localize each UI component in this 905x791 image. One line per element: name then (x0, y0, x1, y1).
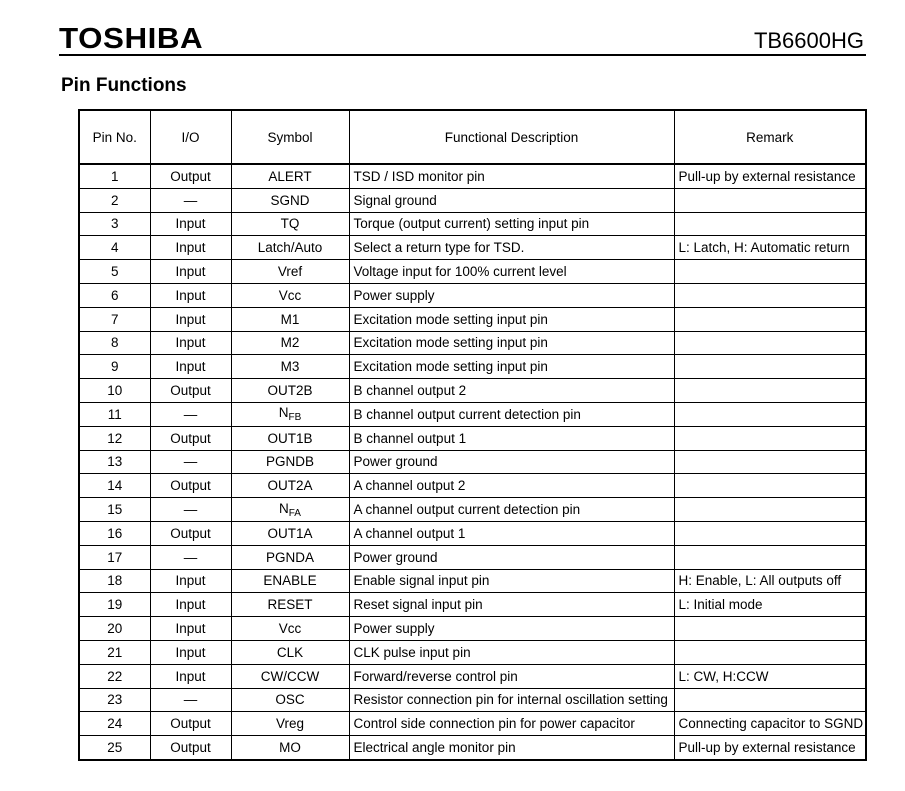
symbol-cell (231, 640, 349, 664)
remark-cell: L: Latch, H: Automatic return (674, 236, 866, 260)
table-row (79, 307, 866, 331)
pin-number-cell: 10 (79, 379, 150, 403)
col-header-description: Functional Description (349, 110, 674, 164)
remark-cell (674, 640, 866, 664)
table-row (79, 664, 866, 688)
io-cell: Input (150, 569, 231, 593)
symbol-text: OUT1A (267, 525, 313, 541)
io-cell: Input (150, 260, 231, 284)
symbol-cell (231, 521, 349, 545)
symbol-text: OSC (275, 692, 305, 708)
io-cell: Input (150, 617, 231, 641)
remark-cell (674, 188, 866, 212)
table-body (79, 164, 866, 760)
pin-number-cell: 22 (79, 664, 150, 688)
table-row (79, 712, 866, 736)
table-row (79, 736, 866, 760)
symbol-cell (231, 236, 349, 260)
symbol-cell (231, 569, 349, 593)
symbol-cell (231, 664, 349, 688)
pin-number-cell: 15 (79, 498, 150, 522)
description-cell: Enable signal input pin (349, 569, 674, 593)
symbol-text: N (279, 500, 289, 516)
remark-cell (674, 402, 866, 426)
symbol-text: SGND (270, 192, 310, 208)
table-row (79, 450, 866, 474)
symbol-text: M1 (280, 311, 300, 327)
remark-cell (674, 521, 866, 545)
symbol-text: ALERT (268, 168, 312, 184)
description-cell: Power ground (349, 545, 674, 569)
table-row (79, 426, 866, 450)
description-cell: Control side connection pin for power capacitor (349, 712, 674, 736)
symbol-text: CLK (276, 644, 304, 660)
description-cell: Power supply (349, 283, 674, 307)
description-cell: Forward/reverse control pin (349, 664, 674, 688)
symbol-text: MO (279, 740, 301, 756)
symbol-cell (231, 355, 349, 379)
pin-functions-table (78, 109, 867, 761)
remark-cell (674, 474, 866, 498)
symbol-text: Vreg (275, 716, 304, 732)
symbol-text: N (278, 405, 289, 421)
symbol-text: ENABLE (263, 573, 317, 589)
symbol-cell (231, 617, 349, 641)
description-cell: Resistor connection pin for internal oscillation setting (349, 688, 674, 712)
io-cell: Input (150, 355, 231, 379)
description-cell: Electrical angle monitor pin (349, 736, 674, 760)
description-cell: A channel output 1 (349, 521, 674, 545)
io-cell: Output (150, 474, 231, 498)
io-cell: Output (150, 379, 231, 403)
symbol-text: OUT2A (267, 478, 313, 494)
header-divider (59, 54, 866, 56)
pin-number-cell: 7 (79, 307, 150, 331)
description-cell: CLK pulse input pin (349, 640, 674, 664)
symbol-text: CW/CCW (260, 668, 320, 684)
symbol-cell (231, 164, 349, 188)
remark-cell (674, 307, 866, 331)
symbol-text: PGNDA (265, 549, 314, 565)
table-header-row (79, 110, 866, 164)
symbol-cell (231, 307, 349, 331)
pin-number-cell: 8 (79, 331, 150, 355)
description-cell: Select a return type for TSD. (349, 236, 674, 260)
io-cell: Output (150, 426, 231, 450)
table-row (79, 164, 866, 188)
pin-number-cell: 21 (79, 640, 150, 664)
table-row (79, 379, 866, 403)
remark-cell: Connecting capacitor to SGND (674, 712, 866, 736)
pin-number-cell: 13 (79, 450, 150, 474)
description-cell: A channel output 2 (349, 474, 674, 498)
pin-number-cell: 12 (79, 426, 150, 450)
remark-cell (674, 355, 866, 379)
symbol-text: Latch/Auto (257, 240, 323, 256)
symbol-text: M3 (280, 359, 300, 375)
remark-cell (674, 688, 866, 712)
pin-number-cell: 20 (79, 617, 150, 641)
table-row (79, 355, 866, 379)
io-cell: Input (150, 664, 231, 688)
section-title: Pin Functions (61, 75, 187, 96)
io-cell: Output (150, 164, 231, 188)
table-row (79, 212, 866, 236)
pin-number-cell: 3 (79, 212, 150, 236)
remark-cell: L: Initial mode (674, 593, 866, 617)
table-row (79, 188, 866, 212)
symbol-text: OUT2B (267, 383, 313, 399)
remark-cell: Pull-up by external resistance (674, 736, 866, 760)
col-header-io: I/O (150, 110, 231, 164)
pin-number-cell: 19 (79, 593, 150, 617)
pin-number-cell: 5 (79, 260, 150, 284)
symbol-cell (231, 402, 349, 426)
symbol-text: Vcc (278, 621, 302, 637)
symbol-text: PGNDB (265, 454, 314, 470)
symbol-cell (231, 283, 349, 307)
io-cell: Input (150, 236, 231, 260)
col-header-pin: Pin No. (79, 110, 150, 164)
description-cell: TSD / ISD monitor pin (349, 164, 674, 188)
io-cell: Input (150, 283, 231, 307)
remark-cell (674, 498, 866, 522)
io-cell: Output (150, 712, 231, 736)
symbol-cell (231, 593, 349, 617)
table-row (79, 521, 866, 545)
symbol-cell (231, 188, 349, 212)
remark-cell (674, 617, 866, 641)
brand-logo: TOSHIBA (59, 23, 204, 55)
pin-number-cell: 25 (79, 736, 150, 760)
table-row (79, 617, 866, 641)
remark-cell (674, 379, 866, 403)
table-row (79, 331, 866, 355)
pin-number-cell: 17 (79, 545, 150, 569)
symbol-cell (231, 474, 349, 498)
symbol-text: RESET (267, 597, 313, 613)
remark-cell (674, 331, 866, 355)
symbol-subscript: FB (288, 412, 302, 424)
symbol-text: Vcc (278, 287, 302, 303)
remark-cell (674, 450, 866, 474)
io-cell: — (150, 498, 231, 522)
description-cell: Power supply (349, 617, 674, 641)
io-cell: Output (150, 736, 231, 760)
table-row (79, 474, 866, 498)
io-cell: — (150, 402, 231, 426)
symbol-cell (231, 712, 349, 736)
table-row (79, 260, 866, 284)
table-row (79, 402, 866, 426)
remark-cell (674, 212, 866, 236)
pin-number-cell: 9 (79, 355, 150, 379)
io-cell: — (150, 688, 231, 712)
description-cell: B channel output 1 (349, 426, 674, 450)
io-cell: — (150, 450, 231, 474)
pin-number-cell: 23 (79, 688, 150, 712)
symbol-cell (231, 498, 349, 522)
description-cell: Excitation mode setting input pin (349, 355, 674, 379)
remark-cell: H: Enable, L: All outputs off (674, 569, 866, 593)
pin-number-cell: 16 (79, 521, 150, 545)
table-row (79, 688, 866, 712)
description-cell: Torque (output current) setting input pin (349, 212, 674, 236)
table-row (79, 593, 866, 617)
symbol-cell (231, 331, 349, 355)
symbol-cell (231, 260, 349, 284)
table-row (79, 569, 866, 593)
pin-number-cell: 4 (79, 236, 150, 260)
io-cell: Input (150, 212, 231, 236)
pin-number-cell: 14 (79, 474, 150, 498)
symbol-text: Vref (277, 264, 303, 280)
description-cell: Signal ground (349, 188, 674, 212)
io-cell: Input (150, 331, 231, 355)
symbol-cell (231, 379, 349, 403)
io-cell: — (150, 545, 231, 569)
remark-cell (674, 545, 866, 569)
symbol-cell (231, 450, 349, 474)
pin-number-cell: 11 (79, 402, 150, 426)
col-header-symbol: Symbol (231, 110, 349, 164)
part-number: TB6600HG (753, 28, 864, 53)
pin-number-cell: 18 (79, 569, 150, 593)
description-cell: B channel output 2 (349, 379, 674, 403)
symbol-cell (231, 688, 349, 712)
description-cell: B channel output current detection pin (349, 402, 674, 426)
description-cell: Excitation mode setting input pin (349, 331, 674, 355)
io-cell: Input (150, 307, 231, 331)
description-cell: Voltage input for 100% current level (349, 260, 674, 284)
pin-number-cell: 24 (79, 712, 150, 736)
table-row (79, 545, 866, 569)
pin-number-cell: 1 (79, 164, 150, 188)
remark-cell (674, 260, 866, 284)
symbol-text: TQ (280, 216, 300, 232)
symbol-cell (231, 426, 349, 450)
description-cell: A channel output current detection pin (349, 498, 674, 522)
io-cell: — (150, 188, 231, 212)
table-row (79, 283, 866, 307)
symbol-text: OUT1B (267, 430, 313, 446)
symbol-cell (231, 545, 349, 569)
table-row (79, 236, 866, 260)
io-cell: Input (150, 593, 231, 617)
remark-cell (674, 283, 866, 307)
symbol-cell (231, 736, 349, 760)
pin-number-cell: 2 (79, 188, 150, 212)
description-cell: Excitation mode setting input pin (349, 307, 674, 331)
io-cell: Input (150, 640, 231, 664)
table-row (79, 640, 866, 664)
description-cell: Reset signal input pin (349, 593, 674, 617)
pin-number-cell: 6 (79, 283, 150, 307)
remark-cell: L: CW, H:CCW (674, 664, 866, 688)
remark-cell: Pull-up by external resistance (674, 164, 866, 188)
symbol-subscript: FA (288, 507, 301, 519)
remark-cell (674, 426, 866, 450)
io-cell: Output (150, 521, 231, 545)
table-row (79, 498, 866, 522)
symbol-cell (231, 212, 349, 236)
col-header-remark: Remark (674, 110, 866, 164)
symbol-text: M2 (280, 335, 300, 351)
description-cell: Power ground (349, 450, 674, 474)
